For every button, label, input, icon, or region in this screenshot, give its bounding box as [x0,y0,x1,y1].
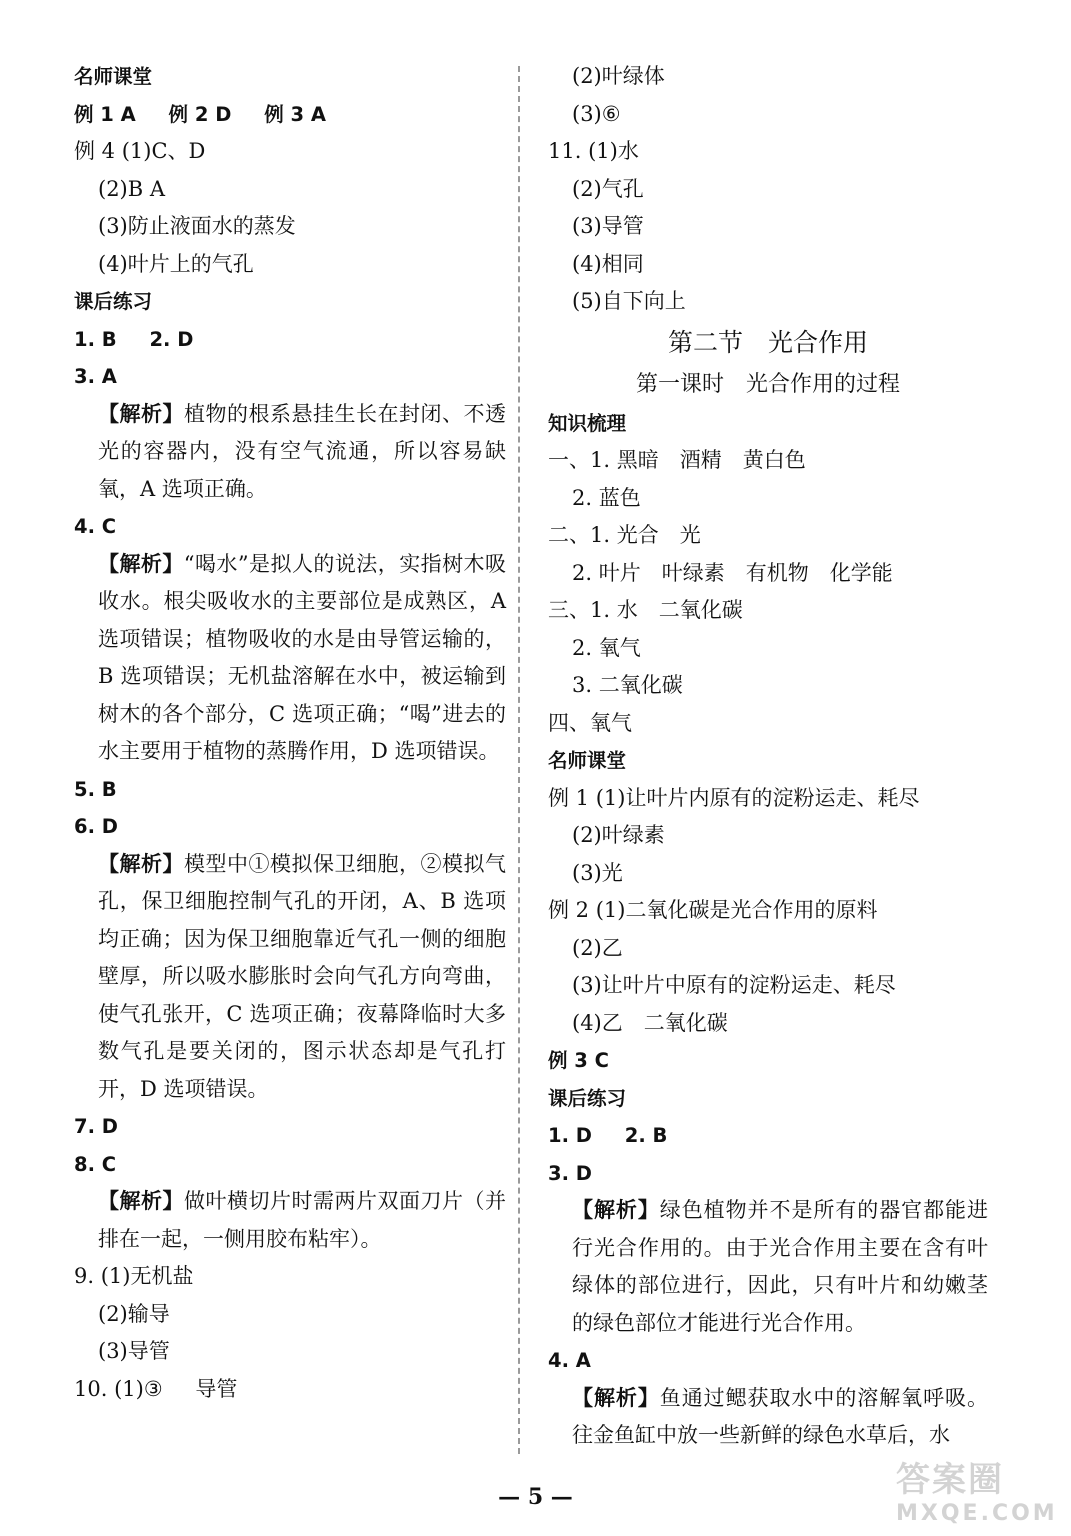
example-1-part-1: 例 1 (1)让叶片内原有的淀粉运走、耗尽 [548,785,920,810]
explanation-3 [548,1192,988,1342]
explanation-3 [74,396,506,509]
example-4-part-4: (4)叶片上的气孔 [98,251,254,276]
lesson-title: 第一课时 光合作用的过程 [635,371,900,397]
section-heading-practice: 课后练习 [74,290,153,313]
knowledge-2-2: 2. 叶片 叶绿素 有机物 化学能 [572,560,893,585]
answer-5: 5. B [74,777,117,801]
page-number: — 5 — [498,1484,573,1510]
answer-4: 4. C [74,515,117,538]
answer-3: 3. D [548,1161,592,1185]
knowledge-2-1: 二、1. 光合 光 [548,523,701,547]
example-4-answer [74,133,506,171]
answers-1-2 [74,321,506,359]
answer-3: 3. A [74,365,117,388]
explanation-4-text: “喝水”是拟人的说法，实指树木吸收水。根尖吸收水的主要部位是成熟区，A 选项错误；植物吸收的水是由导管运输的，B 选项错误；无机盐溶解在水中，被运输到树木的各个部分，C 选项正确；“喝”进去的水主要用于植物的蒸腾作用，D 选项错误。 [98,551,506,763]
watermark-logo [896,1452,1056,1532]
example-4-part-3: (3)防止液面水的蒸发 [98,214,296,238]
left-column [74,58,506,1408]
explanation-4 [74,546,506,771]
answer-9-part-2: (2)输导 [98,1301,170,1326]
section-heading-teacher: 名师课堂 [74,65,153,88]
explanation-3-text: 绿色植物并不是所有的器官都能进行光合作用的。由于光合作用主要在含有叶绿体的部位进行，因此，只有叶片和幼嫩茎的绿色部位才能进行光合作用。 [572,1198,989,1335]
watermark-site: MXQE.COM [896,1501,1058,1526]
explanation-tag: 【解析】 [98,551,184,576]
example-2-part-4: (4)乙 二氧化碳 [572,1010,728,1035]
example-1-part-3: (3)光 [572,860,623,885]
section-heading-teacher: 名师课堂 [548,749,627,772]
answer-9-part-3: (3)导管 [98,1339,170,1363]
knowledge-3-2: 2. 氧气 [572,635,641,660]
explanation-3-text: 植物的根系悬挂生长在封闭、不透光的容器内，没有空气流通，所以容易缺氧，A 选项正确。 [98,401,506,501]
knowledge-1-1: 一、1. 黑暗 酒精 黄白色 [548,448,806,472]
answer-10-part-3: (3)⑥ [572,101,621,126]
column-divider [518,66,520,1454]
answer-10-part-1b: 导管 [195,1376,238,1401]
answer-10-part-1: 10. (1)③ [74,1376,163,1401]
answer-11-part-2: (2)气孔 [572,176,644,201]
answer-10-part-2: (2)叶绿体 [572,64,665,88]
answer-1: 1. D [548,1124,592,1147]
answer-4: 4. A [548,1349,591,1372]
example-4-text: 例 4 (1)C、D [74,139,206,163]
example-4-part-2: (2)B A [98,176,166,201]
answer-2: 2. D [149,327,194,351]
answer-11: 11. (1)水 [548,139,639,163]
example-1-answer: 例 1 A [74,102,136,126]
example-2-part-2: (2)乙 [572,935,623,960]
explanation-tag: 【解析】 [572,1198,660,1222]
explanation-8-text: 做叶横切片时需两片双面刀片（并排在一起，一侧用胶布粘牢）。 [98,1189,506,1251]
explanation-8 [74,1183,506,1258]
answer-6: 6. D [74,815,118,838]
explanation-4-text: 鱼通过鳃获取水中的溶解氧呼吸。往金鱼缸中放一些新鲜的绿色水草后，水 [572,1385,989,1447]
knowledge-4: 四、氧气 [548,710,632,735]
answer-11-part-5: (5)自下向上 [572,289,686,313]
answer-8: 8. C [74,1152,117,1176]
example-2-answer: 例 2 D [168,102,232,126]
example-3-answer: 例 3 C [548,1049,609,1072]
knowledge-1-2: 2. 蓝色 [572,485,641,510]
example-3-answer: 例 3 A [264,102,326,126]
section-heading-knowledge: 知识梳理 [548,411,627,435]
explanation-tag: 【解析】 [572,1385,660,1410]
answer-7: 7. D [74,1115,118,1138]
section-heading-practice: 课后练习 [548,1086,627,1110]
explanation-tag: 【解析】 [98,851,184,876]
example-2-part-3: (3)让叶片中原有的淀粉运走、耗尽 [572,973,896,997]
knowledge-3-1: 三、1. 水 二氧化碳 [548,598,743,622]
answer-2: 2. B [624,1124,668,1147]
explanation-tag: 【解析】 [98,401,184,426]
answer-1: 1. B [74,327,117,351]
answer-11-part-4: (4)相同 [572,251,644,276]
explanation-6-text: 模型中①模拟保卫细胞，②模拟气孔，保卫细胞控制气孔的开闭，A、B 选项均正确；因为保卫细胞靠近气孔一侧的细胞壁厚，所以吸水膨胀时会向气孔方向弯曲，使气孔张开，C 选项正确；夜幕降临时大多数气孔是要关闭的，图示状态却是气孔打开，D 选项错误。 [98,851,506,1101]
section-title: 第二节 光合作用 [667,327,868,357]
explanation-4 [548,1380,988,1455]
example-1-part-2: (2)叶绿素 [572,823,665,847]
right-column [548,58,988,1455]
answer-9: 9. (1)无机盐 [74,1264,194,1288]
explanation-tag: 【解析】 [98,1189,184,1213]
answer-10 [74,1371,506,1409]
explanation-6 [74,846,506,1109]
example-2-part-1: 例 2 (1)二氧化碳是光合作用的原料 [548,898,878,922]
knowledge-3-3: 3. 二氧化碳 [572,673,683,697]
answers-1-2 [548,1117,988,1155]
answer-11-part-3: (3)导管 [572,214,644,238]
example-answers-row [74,96,506,134]
watermark-brand: 答案圈 [896,1460,1004,1500]
